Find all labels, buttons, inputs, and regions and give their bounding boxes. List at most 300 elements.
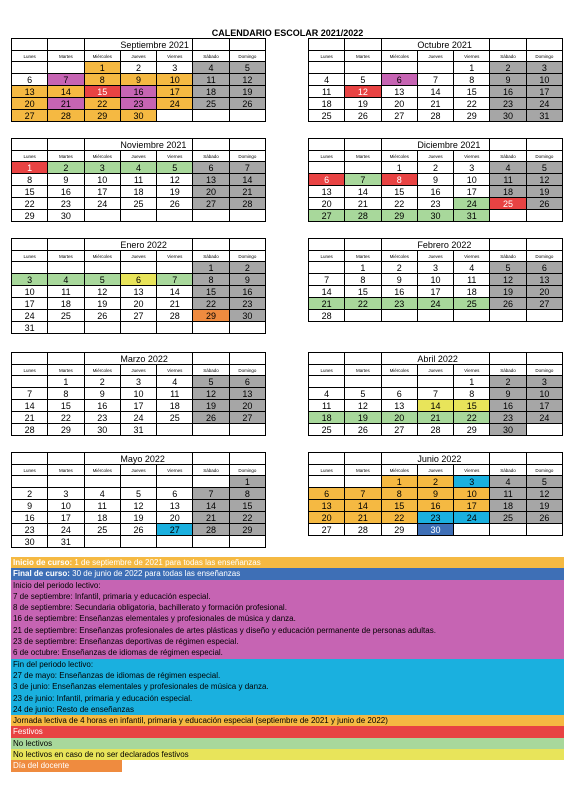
- day-cell: 31: [48, 536, 84, 548]
- day-cell: 19: [526, 186, 562, 198]
- month-header-row: [309, 353, 563, 365]
- empty-day-cell: [229, 322, 265, 334]
- legend: [11, 557, 564, 772]
- week-row: [12, 524, 266, 536]
- day-cell: 27: [12, 110, 48, 122]
- day-cell: 28: [345, 210, 381, 222]
- day-cell: 21: [157, 298, 193, 310]
- week-row: [12, 500, 266, 512]
- weekday-header: Domingo: [526, 365, 562, 376]
- day-cell: 9: [417, 174, 453, 186]
- week-row: [12, 298, 266, 310]
- week-row: [12, 174, 266, 186]
- month-title-cell: [526, 453, 562, 465]
- weekday-header: Domingo: [229, 465, 265, 476]
- empty-day-cell: [193, 210, 229, 222]
- day-cell: 23: [12, 524, 48, 536]
- day-cell: 25: [309, 424, 345, 436]
- empty-day-cell: [12, 262, 48, 274]
- month-title-cell: [193, 39, 229, 51]
- month-title-cell: [12, 39, 48, 51]
- day-cell: 12: [157, 174, 193, 186]
- day-cell: 10: [120, 388, 156, 400]
- day-cell: 16: [84, 400, 120, 412]
- weekday-header: Miércoles: [84, 365, 120, 376]
- month-title-cell: [309, 39, 345, 51]
- day-cell: 27: [526, 298, 562, 310]
- weekday-header: Martes: [345, 151, 381, 162]
- day-cell: 21: [229, 186, 265, 198]
- day-cell: 20: [157, 512, 193, 524]
- day-cell: 26: [345, 110, 381, 122]
- day-cell: 16: [417, 500, 453, 512]
- day-cell: 23: [417, 198, 453, 210]
- day-cell: 2: [84, 376, 120, 388]
- day-cell: 22: [12, 198, 48, 210]
- week-row: [12, 262, 266, 274]
- empty-day-cell: [417, 376, 453, 388]
- day-cell: 18: [84, 512, 120, 524]
- month-title: Diciembre 2021: [417, 139, 481, 150]
- legend-text: 3 de junio: Enseñanzas elementales y profesionales de música y danza.: [13, 682, 269, 692]
- legend-text: 8 de septiembre: Secundaria obligatoria, bachillerato y formación profesional.: [13, 603, 287, 613]
- weekday-header: Jueves: [120, 365, 156, 376]
- week-row: [12, 376, 266, 388]
- week-row: [12, 400, 266, 412]
- day-cell: 15: [229, 500, 265, 512]
- day-cell: 1: [454, 376, 490, 388]
- day-cell: 15: [84, 86, 120, 98]
- day-cell: 18: [193, 86, 229, 98]
- week-row: [12, 62, 266, 74]
- day-cell: 29: [454, 424, 490, 436]
- day-cell: 2: [490, 376, 526, 388]
- day-cell: 7: [417, 74, 453, 86]
- day-cell: 16: [120, 86, 156, 98]
- day-cell: 4: [490, 162, 526, 174]
- day-cell: 1: [381, 476, 417, 488]
- day-cell: 10: [526, 74, 562, 86]
- weekday-row: [309, 365, 563, 376]
- week-row: [309, 274, 563, 286]
- day-cell: 27: [381, 110, 417, 122]
- week-row: [309, 310, 563, 322]
- day-cell: 21: [12, 412, 48, 424]
- weekday-header: Sábado: [193, 365, 229, 376]
- legend-text: Inicio del periodo lectivo:: [13, 580, 101, 590]
- weekday-row: [12, 251, 266, 262]
- day-cell: 20: [526, 286, 562, 298]
- weekday-header: Jueves: [417, 365, 453, 376]
- weekday-row: [12, 151, 266, 162]
- day-cell: 23: [381, 298, 417, 310]
- month-calendar: [308, 352, 563, 436]
- weekday-header: Lunes: [309, 465, 345, 476]
- weekday-header: Miércoles: [381, 51, 417, 62]
- month-calendar: [11, 138, 266, 222]
- empty-day-cell: [229, 424, 265, 436]
- day-cell: 3: [157, 62, 193, 74]
- day-cell: 1: [193, 262, 229, 274]
- day-cell: 13: [381, 400, 417, 412]
- day-cell: 23: [48, 198, 84, 210]
- empty-day-cell: [229, 110, 265, 122]
- weekday-header: Miércoles: [84, 151, 120, 162]
- month-title-cell: [381, 353, 417, 365]
- day-cell: 25: [48, 310, 84, 322]
- day-cell: 19: [345, 412, 381, 424]
- empty-day-cell: [84, 536, 120, 548]
- month-calendar: [11, 452, 266, 548]
- day-cell: 6: [526, 262, 562, 274]
- week-row: [309, 412, 563, 424]
- month-title: Enero 2022: [120, 239, 167, 250]
- day-cell: 20: [12, 98, 48, 110]
- week-row: [309, 174, 563, 186]
- weekday-header: Domingo: [526, 465, 562, 476]
- day-cell: 17: [417, 286, 453, 298]
- weekday-header: Martes: [48, 465, 84, 476]
- day-cell: 12: [526, 488, 562, 500]
- day-cell: 8: [229, 488, 265, 500]
- empty-day-cell: [345, 376, 381, 388]
- day-cell: 5: [345, 388, 381, 400]
- week-row: [12, 310, 266, 322]
- legend-item: [11, 613, 564, 624]
- week-row: [309, 376, 563, 388]
- day-cell: 13: [157, 500, 193, 512]
- day-cell: 18: [157, 400, 193, 412]
- legend-item: [11, 760, 122, 771]
- month-header-row: [12, 453, 266, 465]
- week-row: [12, 74, 266, 86]
- day-cell: 22: [229, 512, 265, 524]
- month-calendar: [308, 38, 563, 122]
- month-title-cell: [309, 239, 345, 251]
- legend-item: [11, 659, 564, 670]
- month-title-cell: [48, 39, 84, 51]
- month-title-cell: [48, 353, 84, 365]
- day-cell: 19: [157, 186, 193, 198]
- day-cell: 8: [345, 274, 381, 286]
- day-cell: 19: [120, 512, 156, 524]
- month-calendar: [308, 238, 563, 322]
- day-cell: 23: [229, 298, 265, 310]
- month-calendar: [308, 138, 563, 222]
- month-title-cell: [12, 139, 48, 151]
- day-cell: 22: [381, 512, 417, 524]
- day-cell: 2: [417, 476, 453, 488]
- day-cell: 15: [48, 400, 84, 412]
- day-cell: 6: [309, 174, 345, 186]
- week-row: [12, 412, 266, 424]
- month-title-cell: [84, 239, 120, 251]
- legend-item: [11, 557, 564, 568]
- day-cell: 15: [454, 400, 490, 412]
- month-title-cell: [454, 353, 490, 365]
- empty-day-cell: [454, 310, 490, 322]
- day-cell: 16: [381, 286, 417, 298]
- day-cell: 12: [526, 174, 562, 186]
- day-cell: 8: [12, 174, 48, 186]
- day-cell: 2: [12, 488, 48, 500]
- day-cell: 30: [417, 524, 453, 536]
- day-cell: 12: [345, 86, 381, 98]
- day-cell: 16: [490, 400, 526, 412]
- weekday-header: Sábado: [490, 251, 526, 262]
- day-cell: 17: [526, 86, 562, 98]
- month-title-cell: [345, 239, 381, 251]
- day-cell: 26: [490, 298, 526, 310]
- month-title-cell: [48, 453, 84, 465]
- legend-text: No lectivos: [13, 738, 53, 748]
- legend-text: 24 de junio: Resto de enseñanzas: [13, 704, 134, 714]
- day-cell: 4: [490, 476, 526, 488]
- day-cell: 26: [526, 512, 562, 524]
- day-cell: 12: [120, 500, 156, 512]
- legend-text: No lectivos en caso de no ser declarados festivos: [13, 750, 189, 760]
- day-cell: 24: [157, 98, 193, 110]
- day-cell: 18: [490, 500, 526, 512]
- empty-day-cell: [381, 310, 417, 322]
- empty-day-cell: [345, 162, 381, 174]
- day-cell: 27: [381, 424, 417, 436]
- day-cell: 4: [84, 488, 120, 500]
- weekday-header: Domingo: [229, 51, 265, 62]
- empty-day-cell: [490, 210, 526, 222]
- day-cell: 3: [454, 476, 490, 488]
- weekday-header: Viernes: [157, 251, 193, 262]
- day-cell: 27: [309, 524, 345, 536]
- day-cell: 27: [309, 210, 345, 222]
- weekday-header: Lunes: [12, 51, 48, 62]
- day-cell: 2: [381, 262, 417, 274]
- week-row: [309, 500, 563, 512]
- day-cell: 2: [490, 62, 526, 74]
- month-title: Octubre 2021: [417, 39, 472, 50]
- week-row: [12, 512, 266, 524]
- day-cell: 9: [84, 388, 120, 400]
- day-cell: 11: [490, 174, 526, 186]
- weekday-header: Miércoles: [381, 365, 417, 376]
- day-cell: 25: [490, 512, 526, 524]
- weekday-header: Lunes: [309, 51, 345, 62]
- day-cell: 19: [193, 400, 229, 412]
- day-cell: 13: [309, 500, 345, 512]
- month-title: Febrero 2022: [417, 239, 472, 250]
- empty-day-cell: [229, 210, 265, 222]
- weekday-header: Domingo: [526, 251, 562, 262]
- empty-day-cell: [48, 262, 84, 274]
- day-cell: 24: [417, 298, 453, 310]
- day-cell: 28: [417, 110, 453, 122]
- day-cell: 28: [48, 110, 84, 122]
- day-cell: 10: [417, 274, 453, 286]
- legend-item: [11, 693, 564, 704]
- day-cell: 13: [309, 186, 345, 198]
- weekday-header: Martes: [48, 51, 84, 62]
- day-cell: 18: [309, 98, 345, 110]
- weekday-header: Jueves: [417, 465, 453, 476]
- empty-day-cell: [526, 310, 562, 322]
- weekday-row: [12, 465, 266, 476]
- month-title: Marzo 2022: [120, 353, 168, 364]
- day-cell: 17: [454, 500, 490, 512]
- empty-day-cell: [417, 310, 453, 322]
- empty-day-cell: [193, 476, 229, 488]
- empty-day-cell: [490, 524, 526, 536]
- legend-item: [11, 602, 564, 613]
- day-cell: 18: [309, 412, 345, 424]
- day-cell: 24: [526, 98, 562, 110]
- weekday-header: Sábado: [193, 251, 229, 262]
- day-cell: 10: [48, 500, 84, 512]
- day-cell: 4: [120, 162, 156, 174]
- weekday-header: Miércoles: [381, 465, 417, 476]
- day-cell: 7: [12, 388, 48, 400]
- week-row: [12, 286, 266, 298]
- month-title-cell: [490, 139, 526, 151]
- day-cell: 10: [84, 174, 120, 186]
- weekday-header: Viernes: [454, 151, 490, 162]
- day-cell: 8: [454, 74, 490, 86]
- day-cell: 17: [84, 186, 120, 198]
- empty-day-cell: [526, 524, 562, 536]
- day-cell: 29: [454, 110, 490, 122]
- day-cell: 4: [309, 388, 345, 400]
- weekday-row: [309, 251, 563, 262]
- day-cell: 8: [381, 488, 417, 500]
- month-header-row: [12, 353, 266, 365]
- day-cell: 28: [309, 310, 345, 322]
- week-row: [309, 488, 563, 500]
- month-header-row: [309, 39, 563, 51]
- weekday-header: Lunes: [309, 365, 345, 376]
- month-header-row: [12, 239, 266, 251]
- day-cell: 31: [454, 210, 490, 222]
- day-cell: 6: [193, 162, 229, 174]
- weekday-header: Sábado: [490, 151, 526, 162]
- day-cell: 26: [84, 310, 120, 322]
- day-cell: 4: [48, 274, 84, 286]
- empty-day-cell: [84, 262, 120, 274]
- month-title-cell: [381, 139, 417, 151]
- day-cell: 12: [193, 388, 229, 400]
- day-cell: 11: [157, 388, 193, 400]
- day-cell: 20: [309, 198, 345, 210]
- weekday-header: Jueves: [120, 151, 156, 162]
- day-cell: 5: [193, 376, 229, 388]
- empty-day-cell: [157, 536, 193, 548]
- day-cell: 21: [417, 98, 453, 110]
- day-cell: 11: [490, 488, 526, 500]
- month-title-cell: [84, 39, 120, 51]
- day-cell: 31: [526, 110, 562, 122]
- empty-day-cell: [490, 310, 526, 322]
- month-title-cell: [84, 453, 120, 465]
- day-cell: 24: [454, 512, 490, 524]
- day-cell: 11: [120, 174, 156, 186]
- day-cell: 7: [229, 162, 265, 174]
- empty-day-cell: [84, 476, 120, 488]
- day-cell: 17: [454, 186, 490, 198]
- month-calendar: [11, 238, 266, 334]
- day-cell: 5: [84, 274, 120, 286]
- day-cell: 16: [417, 186, 453, 198]
- empty-day-cell: [12, 476, 48, 488]
- day-cell: 17: [12, 298, 48, 310]
- day-cell: 11: [84, 500, 120, 512]
- week-row: [12, 274, 266, 286]
- month-title-cell: [48, 139, 84, 151]
- legend-item: [11, 568, 564, 579]
- day-cell: 29: [84, 110, 120, 122]
- day-cell: 30: [490, 110, 526, 122]
- empty-day-cell: [157, 262, 193, 274]
- weekday-header: Miércoles: [84, 465, 120, 476]
- legend-item: [11, 647, 564, 658]
- week-row: [309, 424, 563, 436]
- day-cell: 6: [229, 376, 265, 388]
- day-cell: 14: [229, 174, 265, 186]
- week-row: [309, 298, 563, 310]
- day-cell: 9: [120, 74, 156, 86]
- empty-day-cell: [84, 322, 120, 334]
- weekday-header: Martes: [345, 251, 381, 262]
- day-cell: 4: [309, 74, 345, 86]
- day-cell: 10: [454, 488, 490, 500]
- week-row: [12, 424, 266, 436]
- day-cell: 21: [309, 298, 345, 310]
- day-cell: 1: [381, 162, 417, 174]
- month-title-cell: [12, 239, 48, 251]
- empty-day-cell: [526, 210, 562, 222]
- day-cell: 15: [12, 186, 48, 198]
- weekday-header: Martes: [48, 151, 84, 162]
- weekday-header: Domingo: [229, 251, 265, 262]
- month-title-cell: [84, 353, 120, 365]
- day-cell: 20: [120, 298, 156, 310]
- day-cell: 29: [48, 424, 84, 436]
- day-cell: 9: [229, 274, 265, 286]
- day-cell: 10: [526, 388, 562, 400]
- day-cell: 1: [229, 476, 265, 488]
- weekday-header: Jueves: [120, 465, 156, 476]
- day-cell: 25: [309, 110, 345, 122]
- week-row: [309, 162, 563, 174]
- day-cell: 9: [12, 500, 48, 512]
- day-cell: 1: [84, 62, 120, 74]
- weekday-header: Lunes: [309, 251, 345, 262]
- day-cell: 28: [157, 310, 193, 322]
- weekday-header: Viernes: [157, 465, 193, 476]
- legend-label: Final de curso:: [13, 569, 70, 579]
- legend-item: [11, 715, 564, 726]
- month-title-cell: [526, 239, 562, 251]
- day-cell: 8: [381, 174, 417, 186]
- day-cell: 22: [84, 98, 120, 110]
- empty-day-cell: [84, 210, 120, 222]
- legend-item: [11, 738, 564, 749]
- day-cell: 15: [454, 86, 490, 98]
- week-row: [309, 210, 563, 222]
- day-cell: 30: [229, 310, 265, 322]
- empty-day-cell: [12, 376, 48, 388]
- week-row: [309, 512, 563, 524]
- weekday-header: Viernes: [454, 365, 490, 376]
- empty-day-cell: [193, 424, 229, 436]
- day-cell: 6: [120, 274, 156, 286]
